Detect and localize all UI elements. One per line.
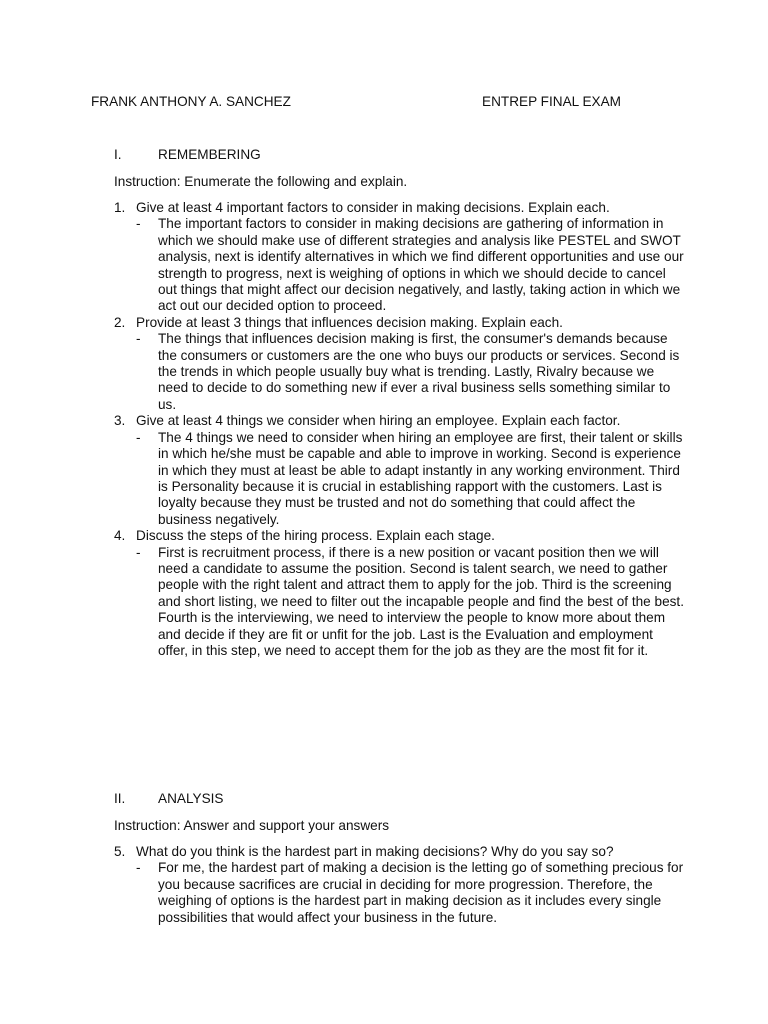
answer-item <box>114 860 686 926</box>
answer-item <box>114 430 686 528</box>
question-item <box>114 528 684 544</box>
section-number: II. <box>114 791 126 806</box>
answer-item <box>114 545 686 660</box>
question-item <box>114 844 684 860</box>
question-number: 2. <box>114 314 126 330</box>
answer-bullet: - <box>136 544 141 560</box>
question-text: Discuss the steps of the hiring process. Explain each stage. <box>136 528 495 544</box>
question-number: 3. <box>114 413 126 429</box>
section-number: I. <box>114 147 122 162</box>
answer-text: First is recruitment process, if there is a new position or vacant position then we will need a candidate to assume the position. Second is talent search, we need to gather people with the right talent and attract them to apply for the job. Third is the screening and short listing, we need to filter out the incapable people and find the best of the best. Fourth is the interviewing, we need to interview the people to know more about them and decide if they are fit or unfit for the job. Last is the Evaluation and employment offer, in this step, we need to accept them for the job as they are the most fit for it. <box>158 544 684 658</box>
answer-text: The things that influences decision making is first, the consumer's demands because the consumers or customers are the one who buys our products or services. Second is the trends in which people usually buy what is trending. Lastly, Rivalry because we need to decide to do something new if ever a rival business sells something similar to us. <box>158 331 680 412</box>
answer-item <box>114 216 686 314</box>
section-heading-analysis <box>114 791 223 807</box>
answer-text: The 4 things we need to consider when hiring an employee are first, their talent or skills in which he/she must be capable and able to improve in working. Second is experience in which they must at least be able to adapt instantly in any working environment. Third is Personality because it is crucial in establishing rapport with the customers. Last is loyalty because they must be trusted and not do something that could affect the business negatively. <box>158 429 683 527</box>
question-text: Provide at least 3 things that influences decision making. Explain each. <box>136 314 563 330</box>
question-text: Give at least 4 things we consider when hiring an employee. Explain each factor. <box>136 413 621 429</box>
question-item <box>114 413 684 429</box>
section-title: REMEMBERING <box>158 147 261 162</box>
question-text: Give at least 4 important factors to consider in making decisions. Explain each. <box>136 200 610 215</box>
question-number: 5. <box>114 844 126 859</box>
exam-title: ENTREP FINAL EXAM <box>482 94 621 109</box>
answer-text: The important factors to consider in making decisions are gathering of information in which we should make use of different strategies and analysis like PESTEL and SWOT analysis, next is identify alternatives in which we find different opportunities and use our strength to progress, next is weighing of options in which we should decide to cancel out things that might affect our decision negatively, and lastly, taking action in which we act out our decided option to proceed. <box>158 216 684 314</box>
question-list-analysis <box>114 844 684 926</box>
section-heading-remembering <box>114 147 261 163</box>
question-number: 1. <box>114 200 126 215</box>
answer-bullet: - <box>136 860 141 876</box>
question-list-remembering <box>114 200 684 659</box>
answer-bullet: - <box>136 331 141 347</box>
question-item <box>114 315 684 331</box>
section-instruction: Instruction: Answer and support your answers <box>114 818 390 833</box>
question-number: 4. <box>114 528 126 544</box>
student-name: FRANK ANTHONY A. SANCHEZ <box>91 94 291 109</box>
section-title: ANALYSIS <box>158 791 224 806</box>
answer-item <box>114 331 686 413</box>
answer-bullet: - <box>136 429 141 445</box>
answer-text: For me, the hardest part of making a decision is the letting go of something precious for you because sacrifices are crucial in deciding for more progression. Therefore, the weighing of options is the hardest part in making decision as it includes every single possibilities that would affect your business in the future. <box>158 860 684 925</box>
section-instruction: Instruction: Enumerate the following and explain. <box>114 174 408 189</box>
question-text: What do you think is the hardest part in making decisions? Why do you say so? <box>136 844 614 859</box>
answer-bullet: - <box>136 216 141 232</box>
question-item <box>114 200 684 216</box>
